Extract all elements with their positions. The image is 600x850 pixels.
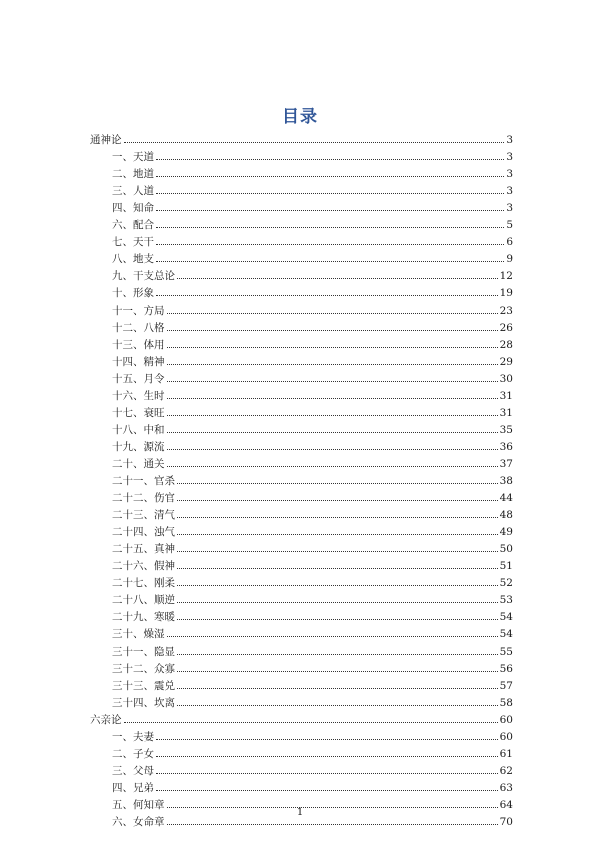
toc-entry[interactable] — [112, 469, 513, 487]
toc-entry-label: 九、干支总论 — [112, 270, 175, 283]
toc-entry-label: 十、形象 — [112, 287, 154, 300]
toc-entry[interactable] — [112, 622, 513, 640]
toc-entry-page: 60 — [499, 730, 513, 743]
toc-entry[interactable] — [112, 486, 513, 504]
dot-leader — [177, 277, 498, 279]
dot-leader — [167, 312, 498, 314]
dot-leader — [177, 618, 498, 620]
toc-entry-label: 一、天道 — [112, 151, 154, 164]
toc-entry-page: 3 — [506, 185, 513, 198]
dot-leader — [156, 772, 498, 774]
toc-entry-page: 3 — [506, 134, 513, 146]
toc-entry-page: 35 — [499, 423, 513, 436]
toc-entry-page: 70 — [499, 816, 513, 828]
toc-entry-label: 通神论 — [90, 134, 122, 146]
toc-entry-label: 六、女命章 — [112, 816, 165, 828]
toc-entry[interactable] — [112, 264, 513, 282]
toc-entry-page: 23 — [499, 304, 513, 317]
toc-entry-page: 12 — [499, 270, 513, 283]
toc-entry[interactable] — [112, 674, 513, 692]
toc-entry-page: 3 — [506, 151, 513, 164]
dot-leader — [177, 670, 498, 672]
toc-entry-label: 六、配合 — [112, 219, 154, 232]
toc-entry-label: 二十六、假神 — [112, 560, 175, 573]
toc-entry-page: 19 — [499, 287, 513, 300]
dot-leader — [167, 346, 498, 348]
toc-entry-page: 52 — [499, 577, 513, 590]
dot-leader — [156, 192, 504, 194]
toc-entry[interactable] — [112, 247, 513, 265]
dot-leader — [177, 653, 498, 655]
toc-entry[interactable] — [112, 657, 513, 675]
dot-leader — [177, 567, 498, 569]
toc-entry-label: 二十九、寒暖 — [112, 611, 175, 624]
toc-entry-label: 五、何知章 — [112, 798, 165, 811]
dot-leader — [156, 209, 504, 211]
toc-entry-page: 54 — [499, 611, 513, 624]
toc-entry-label: 三十四、坎离 — [112, 696, 175, 709]
toc-entry-page: 37 — [499, 457, 513, 470]
toc-entry-page: 63 — [499, 781, 513, 794]
toc-entry[interactable] — [112, 742, 513, 760]
toc-entry-page: 3 — [506, 202, 513, 215]
dot-leader — [156, 226, 504, 228]
toc-entry-page: 3 — [506, 168, 513, 181]
toc-entry-page: 48 — [499, 509, 513, 522]
toc-entry-label: 二十五、真神 — [112, 543, 175, 556]
toc-entry-page: 54 — [499, 628, 513, 641]
dot-leader — [156, 294, 498, 296]
dot-leader — [177, 601, 498, 603]
toc-entry-page: 6 — [506, 236, 513, 249]
dot-leader — [167, 823, 498, 825]
dot-leader — [167, 380, 498, 382]
toc-entry-page: 44 — [499, 492, 513, 505]
toc-entry-page: 31 — [499, 406, 513, 419]
dot-leader — [124, 721, 498, 723]
toc-entry-page: 55 — [499, 645, 513, 658]
toc-entry-page: 36 — [499, 440, 513, 453]
toc-entry-page: 9 — [506, 253, 513, 266]
toc-entry[interactable] — [112, 520, 513, 538]
toc-entry-label: 二、子女 — [112, 747, 154, 760]
dot-leader — [167, 397, 498, 399]
toc-entry-label: 二、地道 — [112, 168, 154, 181]
toc-entry-page: 58 — [499, 696, 513, 709]
toc-entry-label: 十七、衰旺 — [112, 406, 165, 419]
toc-entry[interactable] — [112, 333, 513, 351]
toc-entry[interactable] — [112, 350, 513, 368]
toc-entry-label: 八、地支 — [112, 253, 154, 266]
dot-leader — [177, 584, 498, 586]
toc-entry-label: 二十一、官杀 — [112, 475, 175, 487]
toc-entry-page: 57 — [499, 679, 513, 692]
toc-entry[interactable] — [112, 196, 513, 214]
dot-leader — [177, 499, 498, 501]
toc-entry-label: 四、知命 — [112, 202, 154, 215]
toc-entry-label: 三十三、震兑 — [112, 679, 175, 692]
toc-entry-page: 28 — [499, 338, 513, 351]
toc-entry-page: 60 — [499, 713, 513, 726]
toc-entry-label: 三、人道 — [112, 185, 154, 198]
dot-leader — [156, 243, 504, 245]
toc-entry-page: 62 — [499, 764, 513, 777]
toc-entry-label: 七、天干 — [112, 236, 154, 249]
toc-entry-label: 四、兄弟 — [112, 781, 154, 794]
toc-entry[interactable] — [112, 554, 513, 572]
toc-entry-label: 二十、通关 — [112, 457, 165, 470]
toc-entry[interactable] — [112, 384, 513, 402]
toc-title: 目录 — [282, 107, 318, 127]
toc-entry[interactable] — [112, 401, 513, 419]
toc-entry-page: 26 — [499, 321, 513, 334]
toc-entry-page: 29 — [499, 355, 513, 368]
toc-entry[interactable] — [112, 503, 513, 521]
toc-entry[interactable] — [90, 708, 513, 726]
dot-leader — [156, 789, 498, 791]
toc-entry-page: 53 — [499, 594, 513, 607]
toc-entry-label: 十四、精神 — [112, 355, 165, 368]
dot-leader — [156, 260, 504, 262]
toc-entry[interactable] — [112, 316, 513, 334]
dot-leader — [156, 738, 498, 740]
toc-entry[interactable] — [112, 435, 513, 453]
toc-entry-page: 38 — [499, 475, 513, 487]
toc-entry[interactable] — [112, 571, 513, 589]
dot-leader — [167, 635, 498, 637]
toc-entry[interactable] — [112, 759, 513, 777]
toc-entry-label: 一、夫妻 — [112, 730, 154, 743]
dot-leader — [177, 533, 498, 535]
dot-leader — [177, 704, 498, 706]
toc-entry-label: 二十七、刚柔 — [112, 577, 175, 590]
toc-entry-label: 二十四、浊气 — [112, 526, 175, 539]
toc-entry[interactable] — [112, 145, 513, 163]
dot-leader — [167, 448, 498, 450]
toc-entry-label: 六亲论 — [90, 713, 122, 726]
page-number: 1 — [296, 807, 304, 818]
toc-entry-label: 二十二、伤官 — [112, 492, 175, 505]
toc-entry-page: 64 — [499, 798, 513, 811]
dot-leader — [167, 363, 498, 365]
toc-entry[interactable] — [112, 725, 513, 743]
toc-entry[interactable] — [112, 367, 513, 385]
dot-leader — [167, 431, 498, 433]
toc-entry[interactable] — [112, 452, 513, 470]
dot-leader — [156, 175, 504, 177]
toc-entry-page: 49 — [499, 526, 513, 539]
dot-leader — [167, 465, 498, 467]
toc-entry-label: 十五、月令 — [112, 372, 165, 385]
toc-entry-label: 十一、方局 — [112, 304, 165, 317]
toc-entry[interactable] — [112, 418, 513, 436]
dot-leader — [156, 755, 498, 757]
dot-leader — [167, 414, 498, 416]
toc-entry-label: 三、父母 — [112, 764, 154, 777]
toc-entry-page: 30 — [499, 372, 513, 385]
toc-entry[interactable] — [112, 776, 513, 794]
toc-entry-label: 三十一、隐显 — [112, 645, 175, 658]
toc-entry[interactable] — [112, 213, 513, 231]
toc-entry-label: 十六、生时 — [112, 389, 165, 402]
toc-entry-label: 二十三、清气 — [112, 509, 175, 522]
toc-entry[interactable] — [112, 588, 513, 606]
toc-entry[interactable] — [112, 230, 513, 248]
toc-entry-label: 三十、燥湿 — [112, 628, 165, 641]
toc-entry-label: 十九、源流 — [112, 440, 165, 453]
toc-entry-page: 61 — [499, 747, 513, 760]
toc-entry[interactable] — [112, 162, 513, 180]
dot-leader — [177, 482, 498, 484]
toc-entry[interactable] — [112, 605, 513, 623]
dot-leader — [177, 687, 498, 689]
toc-entry[interactable] — [112, 691, 513, 709]
toc-entry-label: 十三、体用 — [112, 338, 165, 351]
toc-entry[interactable] — [112, 299, 513, 317]
toc-entry-page: 51 — [499, 560, 513, 573]
toc-entry[interactable] — [90, 128, 513, 146]
toc-entry-page: 31 — [499, 389, 513, 402]
dot-leader — [167, 329, 498, 331]
toc-entry-page: 56 — [499, 662, 513, 675]
toc-entry[interactable] — [112, 640, 513, 658]
toc-entry-label: 二十八、顺逆 — [112, 594, 175, 607]
toc-entry-page: 50 — [499, 543, 513, 556]
toc-entry-page: 5 — [506, 219, 513, 232]
toc-entry[interactable] — [112, 281, 513, 299]
toc-entry-label: 三十二、众寡 — [112, 662, 175, 675]
dot-leader — [124, 141, 505, 143]
toc-entry[interactable] — [112, 537, 513, 555]
dot-leader — [177, 516, 498, 518]
toc-entry-label: 十八、中和 — [112, 423, 165, 436]
dot-leader — [156, 158, 504, 160]
toc-entry[interactable] — [112, 179, 513, 197]
toc-entry-label: 十二、八格 — [112, 321, 165, 334]
dot-leader — [177, 550, 498, 552]
